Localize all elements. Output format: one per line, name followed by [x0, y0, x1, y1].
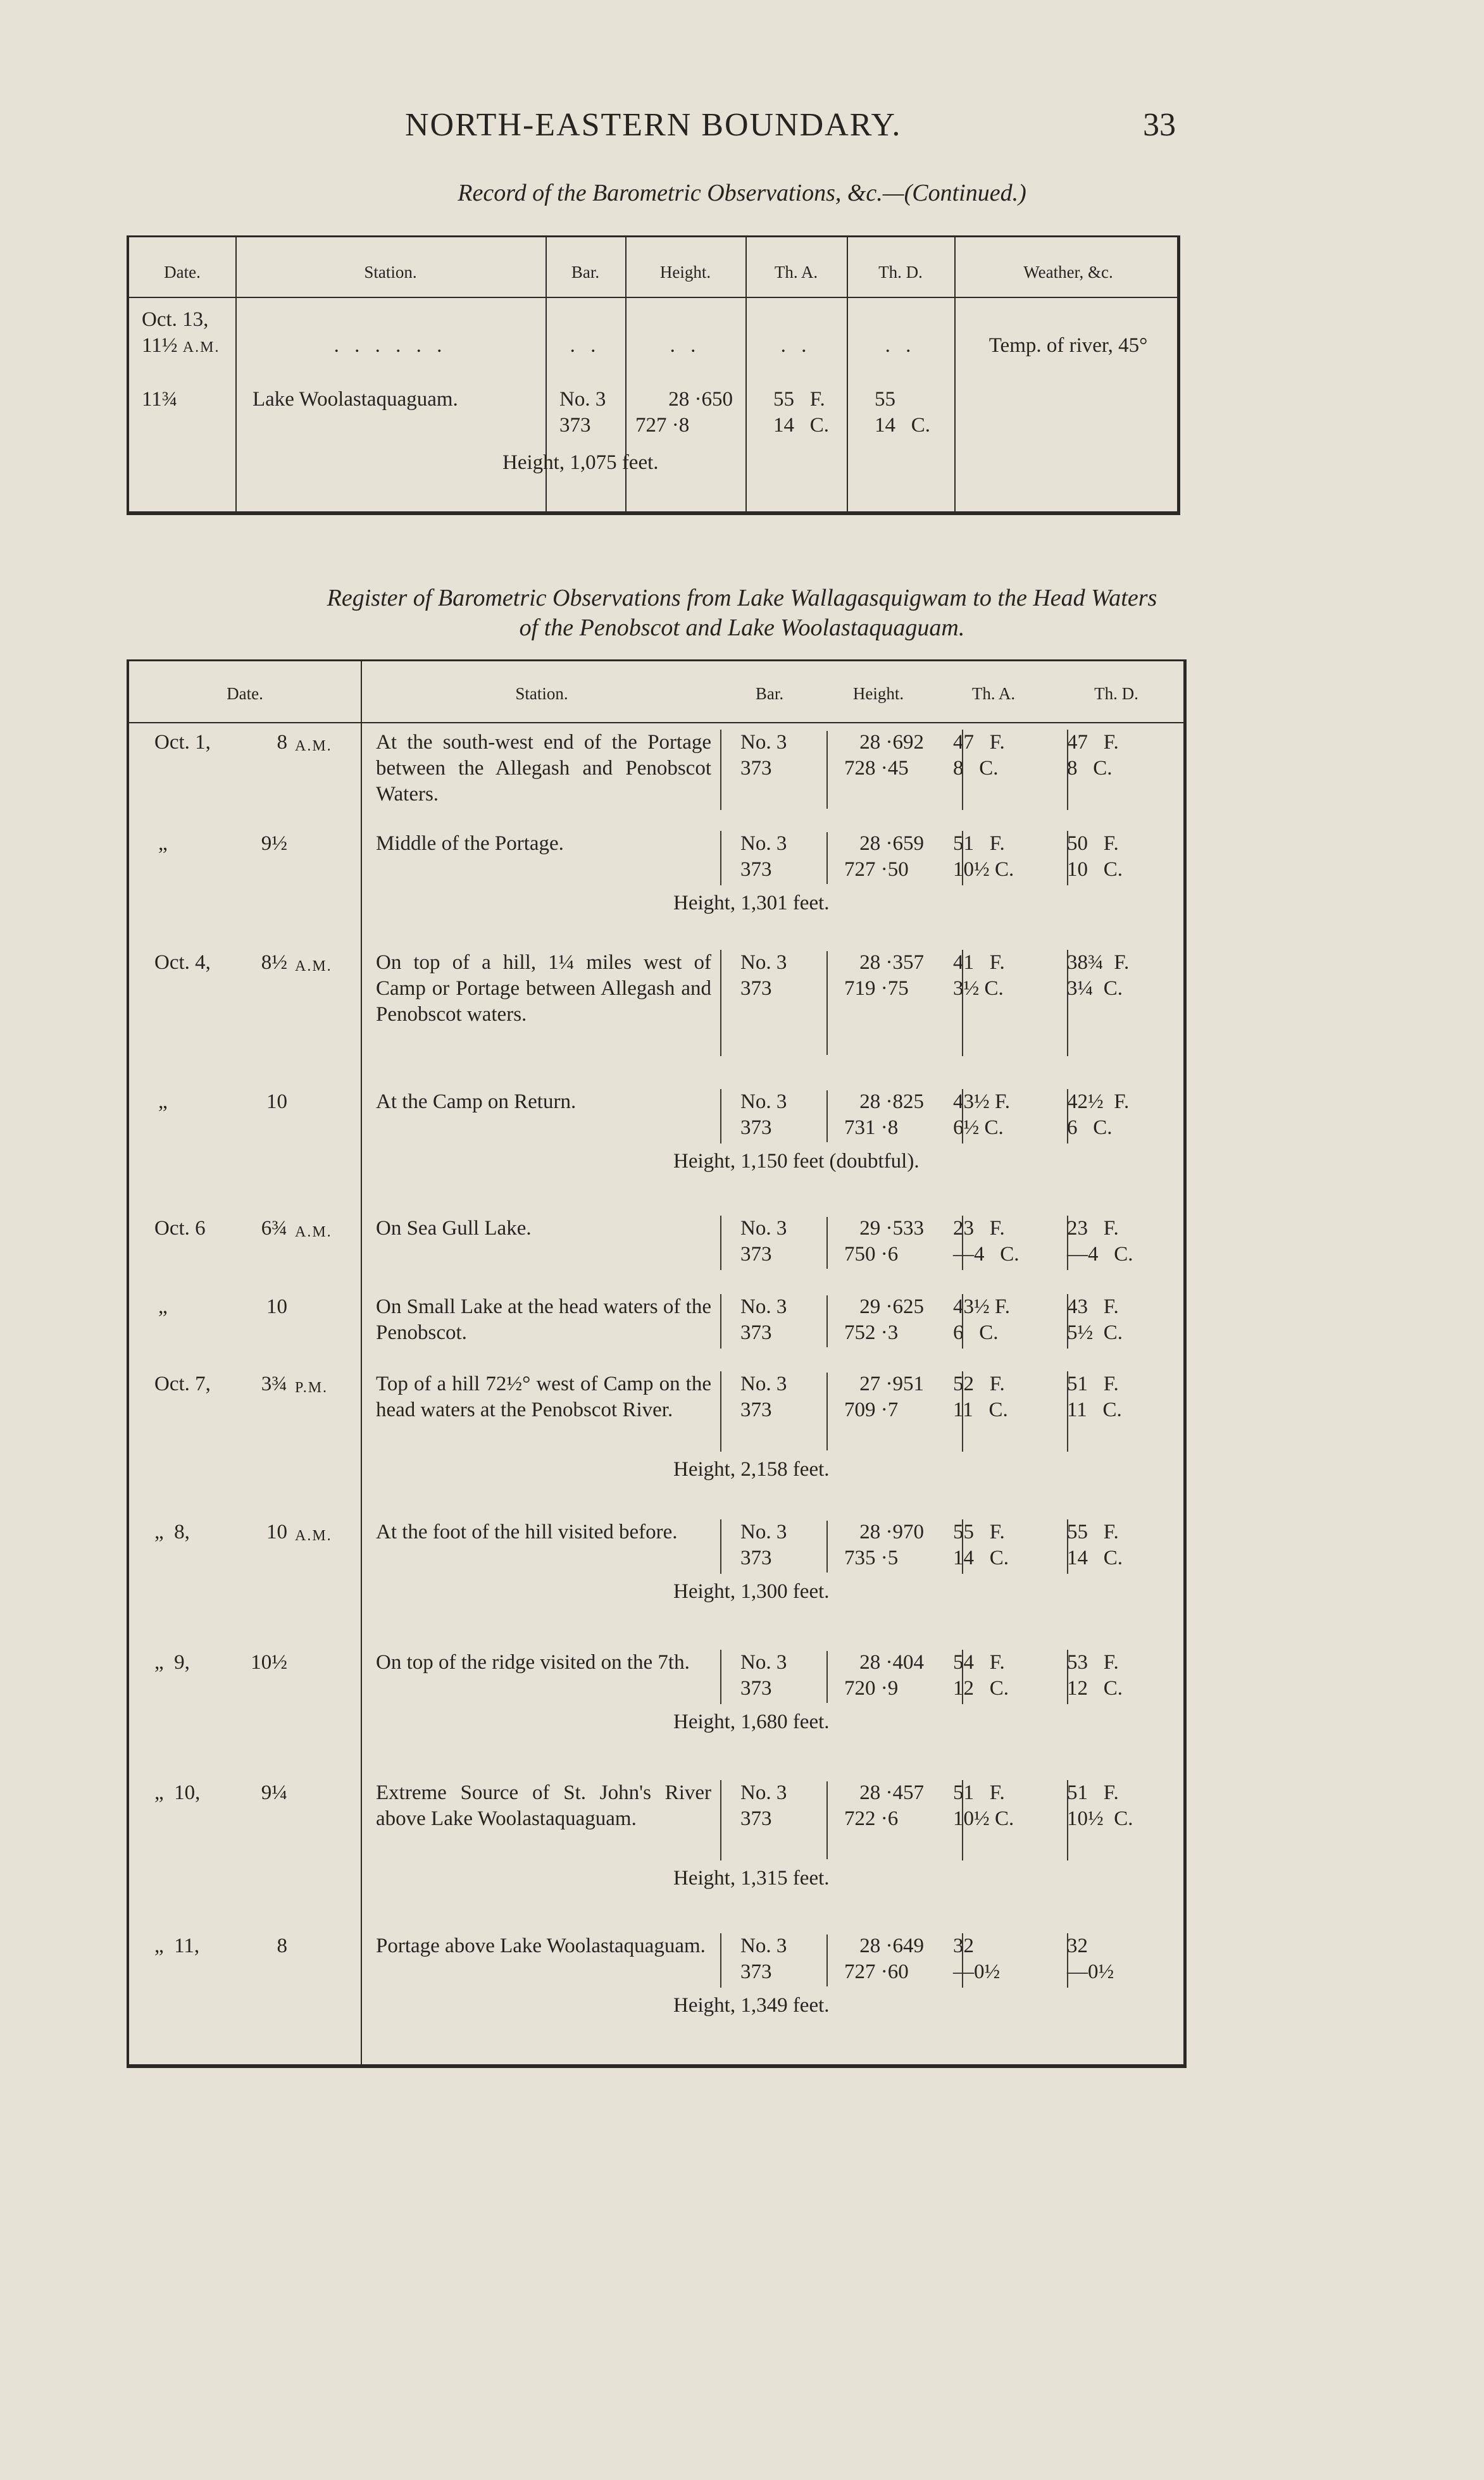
thd-cell: 3¼ C. — [1067, 977, 1123, 1000]
thd-cell: 43 F. — [1067, 1295, 1119, 1318]
col-height: Height. — [659, 263, 711, 282]
date-cell: 11¾ — [142, 388, 178, 411]
bar-cell: No. 3 — [740, 1935, 787, 1957]
thd-cell: 14 C. — [1067, 1547, 1123, 1569]
date-time-cell: 8 — [277, 1935, 287, 1957]
bar-cell: 373 — [740, 1807, 772, 1830]
date-ampm-cell: A.M. — [295, 738, 332, 754]
date-time-cell: 3¾ — [261, 1373, 287, 1395]
column-rule — [826, 1935, 828, 1986]
column-rule — [962, 1294, 963, 1349]
date-time-cell: 9½ — [261, 832, 287, 855]
thd-cell: —0½ — [1067, 1960, 1114, 1983]
column-rule — [826, 1090, 828, 1142]
col-station: Station. — [364, 263, 417, 282]
station-cell: Lake Woolastaquaguam. — [253, 388, 458, 411]
bar-cell: No. 3 — [740, 1373, 787, 1395]
station-cell: On Sea Gull Lake. — [376, 1217, 532, 1240]
thd-cell: 23 F. — [1067, 1217, 1119, 1240]
bar-cell: No. 3 — [740, 1651, 787, 1674]
bar-cell: 373 — [740, 858, 772, 881]
bar-cell: 373 — [740, 977, 772, 1000]
height-cell: 28 ·357 — [859, 951, 924, 974]
station-cell: At the south-west end of the Portage between the Allegash and Penobscot Waters. — [376, 731, 711, 806]
height-cell: 728 ·45 — [844, 757, 909, 780]
column-rule — [1067, 730, 1068, 810]
column-rule — [1067, 1216, 1068, 1270]
column-rule — [720, 1089, 721, 1143]
station-cell: At the foot of the hill visited before. — [376, 1521, 678, 1543]
column-rule — [1067, 1089, 1068, 1143]
tha-cell: . . — [780, 334, 812, 357]
table2-caption-line2: of the Penobscot and Lake Woolastaquaguam. — [519, 614, 965, 641]
bar-cell: No. 3 — [559, 388, 606, 411]
height-cell: 727 ·50 — [844, 858, 909, 881]
height-note: Height, 1,349 feet. — [673, 1994, 830, 2017]
tha-cell: 23 F. — [953, 1217, 1005, 1240]
column-rule — [962, 1519, 963, 1574]
column-rule — [826, 1781, 828, 1859]
height-cell: 727 ·60 — [844, 1960, 909, 1983]
column-rule — [962, 1780, 963, 1860]
column-rule — [1067, 950, 1068, 1056]
bar-cell: No. 3 — [740, 1781, 787, 1804]
station-cell: On top of the ridge visited on the 7th. — [376, 1651, 690, 1674]
thd-cell: 6 C. — [1067, 1116, 1113, 1139]
col-tha: Th. A. — [971, 684, 1016, 703]
thd-cell: —4 C. — [1067, 1243, 1133, 1266]
station-cell: Extreme Source of St. John's River above Lake Woolastaquaguam. — [376, 1781, 711, 1830]
date-day-cell: „ 10, — [154, 1781, 201, 1804]
date-day-cell: Oct. 6 — [154, 1217, 206, 1240]
tha-cell: 55 F. — [773, 388, 825, 411]
column-rule — [1067, 1519, 1068, 1574]
col-height: Height. — [852, 684, 904, 703]
height-cell: 28 ·825 — [859, 1090, 924, 1113]
thd-cell: 38¾ F. — [1067, 951, 1130, 974]
date-ampm-cell: A.M. — [295, 1224, 332, 1240]
column-rule — [1067, 1933, 1068, 1988]
thd-cell: 51 F. — [1067, 1781, 1119, 1804]
height-cell: 709 ·7 — [844, 1399, 899, 1421]
column-rule — [962, 1216, 963, 1270]
col-tha: Th. A. — [774, 263, 818, 282]
column-rule — [962, 730, 963, 810]
date-day-cell: Oct. 4, — [154, 951, 211, 974]
thd-cell: . . — [885, 334, 916, 357]
height-cell: 720 ·9 — [844, 1677, 899, 1700]
tha-cell: 11 C. — [953, 1399, 1008, 1421]
height-note: Height, 1,680 feet. — [673, 1710, 830, 1733]
height-cell: 28 ·970 — [859, 1521, 924, 1543]
weather-cell: Temp. of river, 45° — [988, 334, 1148, 357]
tha-cell: 54 F. — [953, 1651, 1005, 1674]
table2 — [127, 659, 1187, 2068]
date-day-cell: „ 11, — [154, 1935, 200, 1957]
column-rule — [720, 1933, 721, 1988]
bar-cell: 373 — [740, 1321, 772, 1344]
column-rule — [720, 1780, 721, 1860]
date-cell: Oct. 13, — [142, 308, 209, 331]
thd-cell: 42½ F. — [1067, 1090, 1130, 1113]
bar-cell: No. 3 — [740, 1217, 787, 1240]
height-note: Height, 1,301 feet. — [673, 892, 830, 914]
col-bar: Bar. — [755, 684, 784, 703]
station-cell: Middle of the Portage. — [376, 832, 564, 855]
column-rule — [720, 1294, 721, 1349]
date-day-cell: „ 8, — [154, 1521, 190, 1543]
thd-cell: 11 C. — [1067, 1399, 1122, 1421]
page-title: NORTH-EASTERN BOUNDARY. — [405, 107, 902, 143]
height-cell: 727 ·8 — [635, 414, 690, 437]
date-cell: 11½ A.M. — [142, 334, 220, 357]
height-note: Height, 1,150 feet (doubtful). — [673, 1150, 920, 1173]
height-cell: 29 ·625 — [859, 1295, 924, 1318]
bar-cell: 373 — [740, 1547, 772, 1569]
height-cell: 735 ·5 — [844, 1547, 899, 1569]
table2-caption-line1: Register of Barometric Observations from Lake Wallagasquigwam to the Head Waters — [327, 585, 1157, 611]
col-bar: Bar. — [571, 263, 600, 282]
thd-cell: 12 C. — [1067, 1677, 1123, 1700]
table1 — [127, 235, 1180, 515]
thd-cell: 47 F. — [1067, 731, 1119, 754]
height-cell: 752 ·3 — [844, 1321, 899, 1344]
date-time-cell: 10½ — [251, 1651, 287, 1674]
thd-cell: 51 F. — [1067, 1373, 1119, 1395]
thd-cell: 14 C. — [875, 414, 931, 437]
tha-cell: 32 — [953, 1935, 974, 1957]
bar-cell: No. 3 — [740, 1521, 787, 1543]
column-rule — [720, 950, 721, 1056]
column-rule — [826, 1651, 828, 1703]
thd-cell: 53 F. — [1067, 1651, 1119, 1674]
station-cell: At the Camp on Return. — [376, 1090, 577, 1113]
date-time-cell: 10 — [266, 1521, 287, 1543]
date-ampm-cell: A.M. — [295, 958, 332, 975]
station-cell: On Small Lake at the head waters of the Penobscot. — [376, 1295, 711, 1344]
date-time-cell: 10 — [266, 1090, 287, 1113]
tha-cell: 52 F. — [953, 1373, 1005, 1395]
height-note: Height, 2,158 feet. — [673, 1458, 830, 1481]
bar-cell: 373 — [740, 1677, 772, 1700]
tha-cell: 10½ C. — [953, 1807, 1014, 1830]
thd-cell: 5½ C. — [1067, 1321, 1123, 1344]
col-date: Date. — [164, 263, 201, 282]
height-note: Height, 1,300 feet. — [673, 1580, 830, 1603]
column-rule — [962, 1371, 963, 1452]
date-day-cell: „ — [158, 1090, 168, 1113]
thd-cell: 55 F. — [1067, 1521, 1119, 1543]
tha-cell: 41 F. — [953, 951, 1005, 974]
column-rule — [962, 1089, 963, 1143]
column-rule — [962, 950, 963, 1056]
height-cell: 28 ·650 — [668, 388, 733, 411]
tha-cell: —4 C. — [953, 1243, 1019, 1266]
tha-cell: 47 F. — [953, 731, 1005, 754]
height-cell: 28 ·659 — [859, 832, 924, 855]
height-cell: 722 ·6 — [844, 1807, 899, 1830]
col-station: Station. — [515, 684, 568, 703]
station-cell: On top of a hill, 1¼ miles west of Camp or Portage between Allegash and Penobscot waters. — [376, 951, 711, 1026]
height-cell: 750 ·6 — [844, 1243, 899, 1266]
date-ampm-cell: A.M. — [295, 1528, 332, 1544]
column-rule — [720, 1371, 721, 1452]
station-cell: Portage above Lake Woolastaquaguam. — [376, 1935, 706, 1957]
tha-cell: 14 C. — [773, 414, 830, 437]
bar-cell: 373 — [740, 757, 772, 780]
column-rule — [720, 730, 721, 810]
date-time-cell: 6¾ — [261, 1217, 287, 1240]
column-rule — [962, 831, 963, 885]
date-day-cell: „ — [158, 832, 168, 855]
tha-cell: 8 C. — [953, 757, 999, 780]
tha-cell: 10½ C. — [953, 858, 1014, 881]
column-rule — [826, 1217, 828, 1269]
tha-cell: 43½ F. — [953, 1090, 1010, 1113]
bar-cell: 373 — [740, 1960, 772, 1983]
col-thd: Th. D. — [1094, 684, 1138, 703]
column-rule — [1067, 1650, 1068, 1704]
date-day-cell: „ 9, — [154, 1651, 190, 1674]
bar-cell: No. 3 — [740, 951, 787, 974]
column-rule — [720, 1650, 721, 1704]
column-rule — [826, 1295, 828, 1347]
height-cell: 27 ·951 — [859, 1373, 924, 1395]
column-rule — [962, 1933, 963, 1988]
col-thd: Th. D. — [878, 263, 923, 282]
date-day-cell: Oct. 1, — [154, 731, 211, 754]
column-rule — [1067, 1294, 1068, 1349]
tha-cell: 3½ C. — [953, 977, 1004, 1000]
bar-cell: 373 — [559, 414, 591, 437]
bar-cell: . . — [570, 334, 601, 357]
bar-cell: No. 3 — [740, 1295, 787, 1318]
date-time-cell: 8½ — [261, 951, 287, 974]
date-time-cell: 8 — [277, 731, 287, 754]
date-time-cell: 9¼ — [261, 1781, 287, 1804]
column-rule — [826, 951, 828, 1055]
thd-cell: 50 F. — [1067, 832, 1119, 855]
thd-cell: 10 C. — [1067, 858, 1123, 881]
tha-cell: 12 C. — [953, 1677, 1009, 1700]
tha-cell: 55 F. — [953, 1521, 1005, 1543]
tha-cell: 6½ C. — [953, 1116, 1004, 1139]
column-rule — [962, 1650, 963, 1704]
tha-cell: 6 C. — [953, 1321, 999, 1344]
thd-cell: 32 — [1067, 1935, 1088, 1957]
bar-cell: No. 3 — [740, 731, 787, 754]
page-number: 33 — [1143, 107, 1176, 143]
column-rule — [720, 1519, 721, 1574]
column-rule — [826, 1521, 828, 1573]
height-note: Height, 1,315 feet. — [673, 1867, 830, 1890]
height-cell: 28 ·404 — [859, 1651, 924, 1674]
height-note: Height, 1,075 feet. — [502, 451, 659, 474]
column-rule — [720, 831, 721, 885]
date-time-cell: 10 — [266, 1295, 287, 1318]
height-cell: 29 ·533 — [859, 1217, 924, 1240]
station-cell: . . . . . . — [334, 334, 447, 357]
date-day-cell: Oct. 7, — [154, 1373, 211, 1395]
table1-caption: Record of the Barometric Observations, &c.—(Continued.) — [458, 180, 1026, 206]
height-cell: 719 ·75 — [844, 977, 909, 1000]
column-rule — [1067, 1371, 1068, 1452]
column-rule — [826, 832, 828, 884]
tha-cell: 51 F. — [953, 832, 1005, 855]
table2-caption — [0, 583, 1484, 643]
thd-cell: 55 — [875, 388, 895, 411]
bar-cell: 373 — [740, 1399, 772, 1421]
column-rule — [826, 1373, 828, 1450]
height-cell: 731 ·8 — [844, 1116, 899, 1139]
column-rule — [826, 731, 828, 809]
station-cell: Top of a hill 72½° west of Camp on the head waters at the Penobscot River. — [376, 1373, 711, 1421]
bar-cell: 373 — [740, 1243, 772, 1266]
bar-cell: No. 3 — [740, 832, 787, 855]
height-cell: 28 ·457 — [859, 1781, 924, 1804]
date-day-cell: „ — [158, 1295, 168, 1318]
height-cell: 28 ·692 — [859, 731, 924, 754]
bar-cell: No. 3 — [740, 1090, 787, 1113]
height-cell: . . — [670, 334, 701, 357]
bar-cell: 373 — [740, 1116, 772, 1139]
running-head — [0, 106, 1484, 144]
date-ampm-cell: P.M. — [295, 1380, 328, 1396]
tha-cell: 14 C. — [953, 1547, 1009, 1569]
col-weather: Weather, &c. — [1023, 263, 1113, 282]
tha-cell: 43½ F. — [953, 1295, 1010, 1318]
column-rule — [720, 1216, 721, 1270]
thd-cell: 10½ C. — [1067, 1807, 1133, 1830]
height-cell: 28 ·649 — [859, 1935, 924, 1957]
tha-cell: —0½ — [953, 1960, 1001, 1983]
column-rule — [1067, 1780, 1068, 1860]
col-date: Date. — [227, 684, 263, 703]
tha-cell: 51 F. — [953, 1781, 1005, 1804]
thd-cell: 8 C. — [1067, 757, 1113, 780]
column-rule — [1067, 831, 1068, 885]
